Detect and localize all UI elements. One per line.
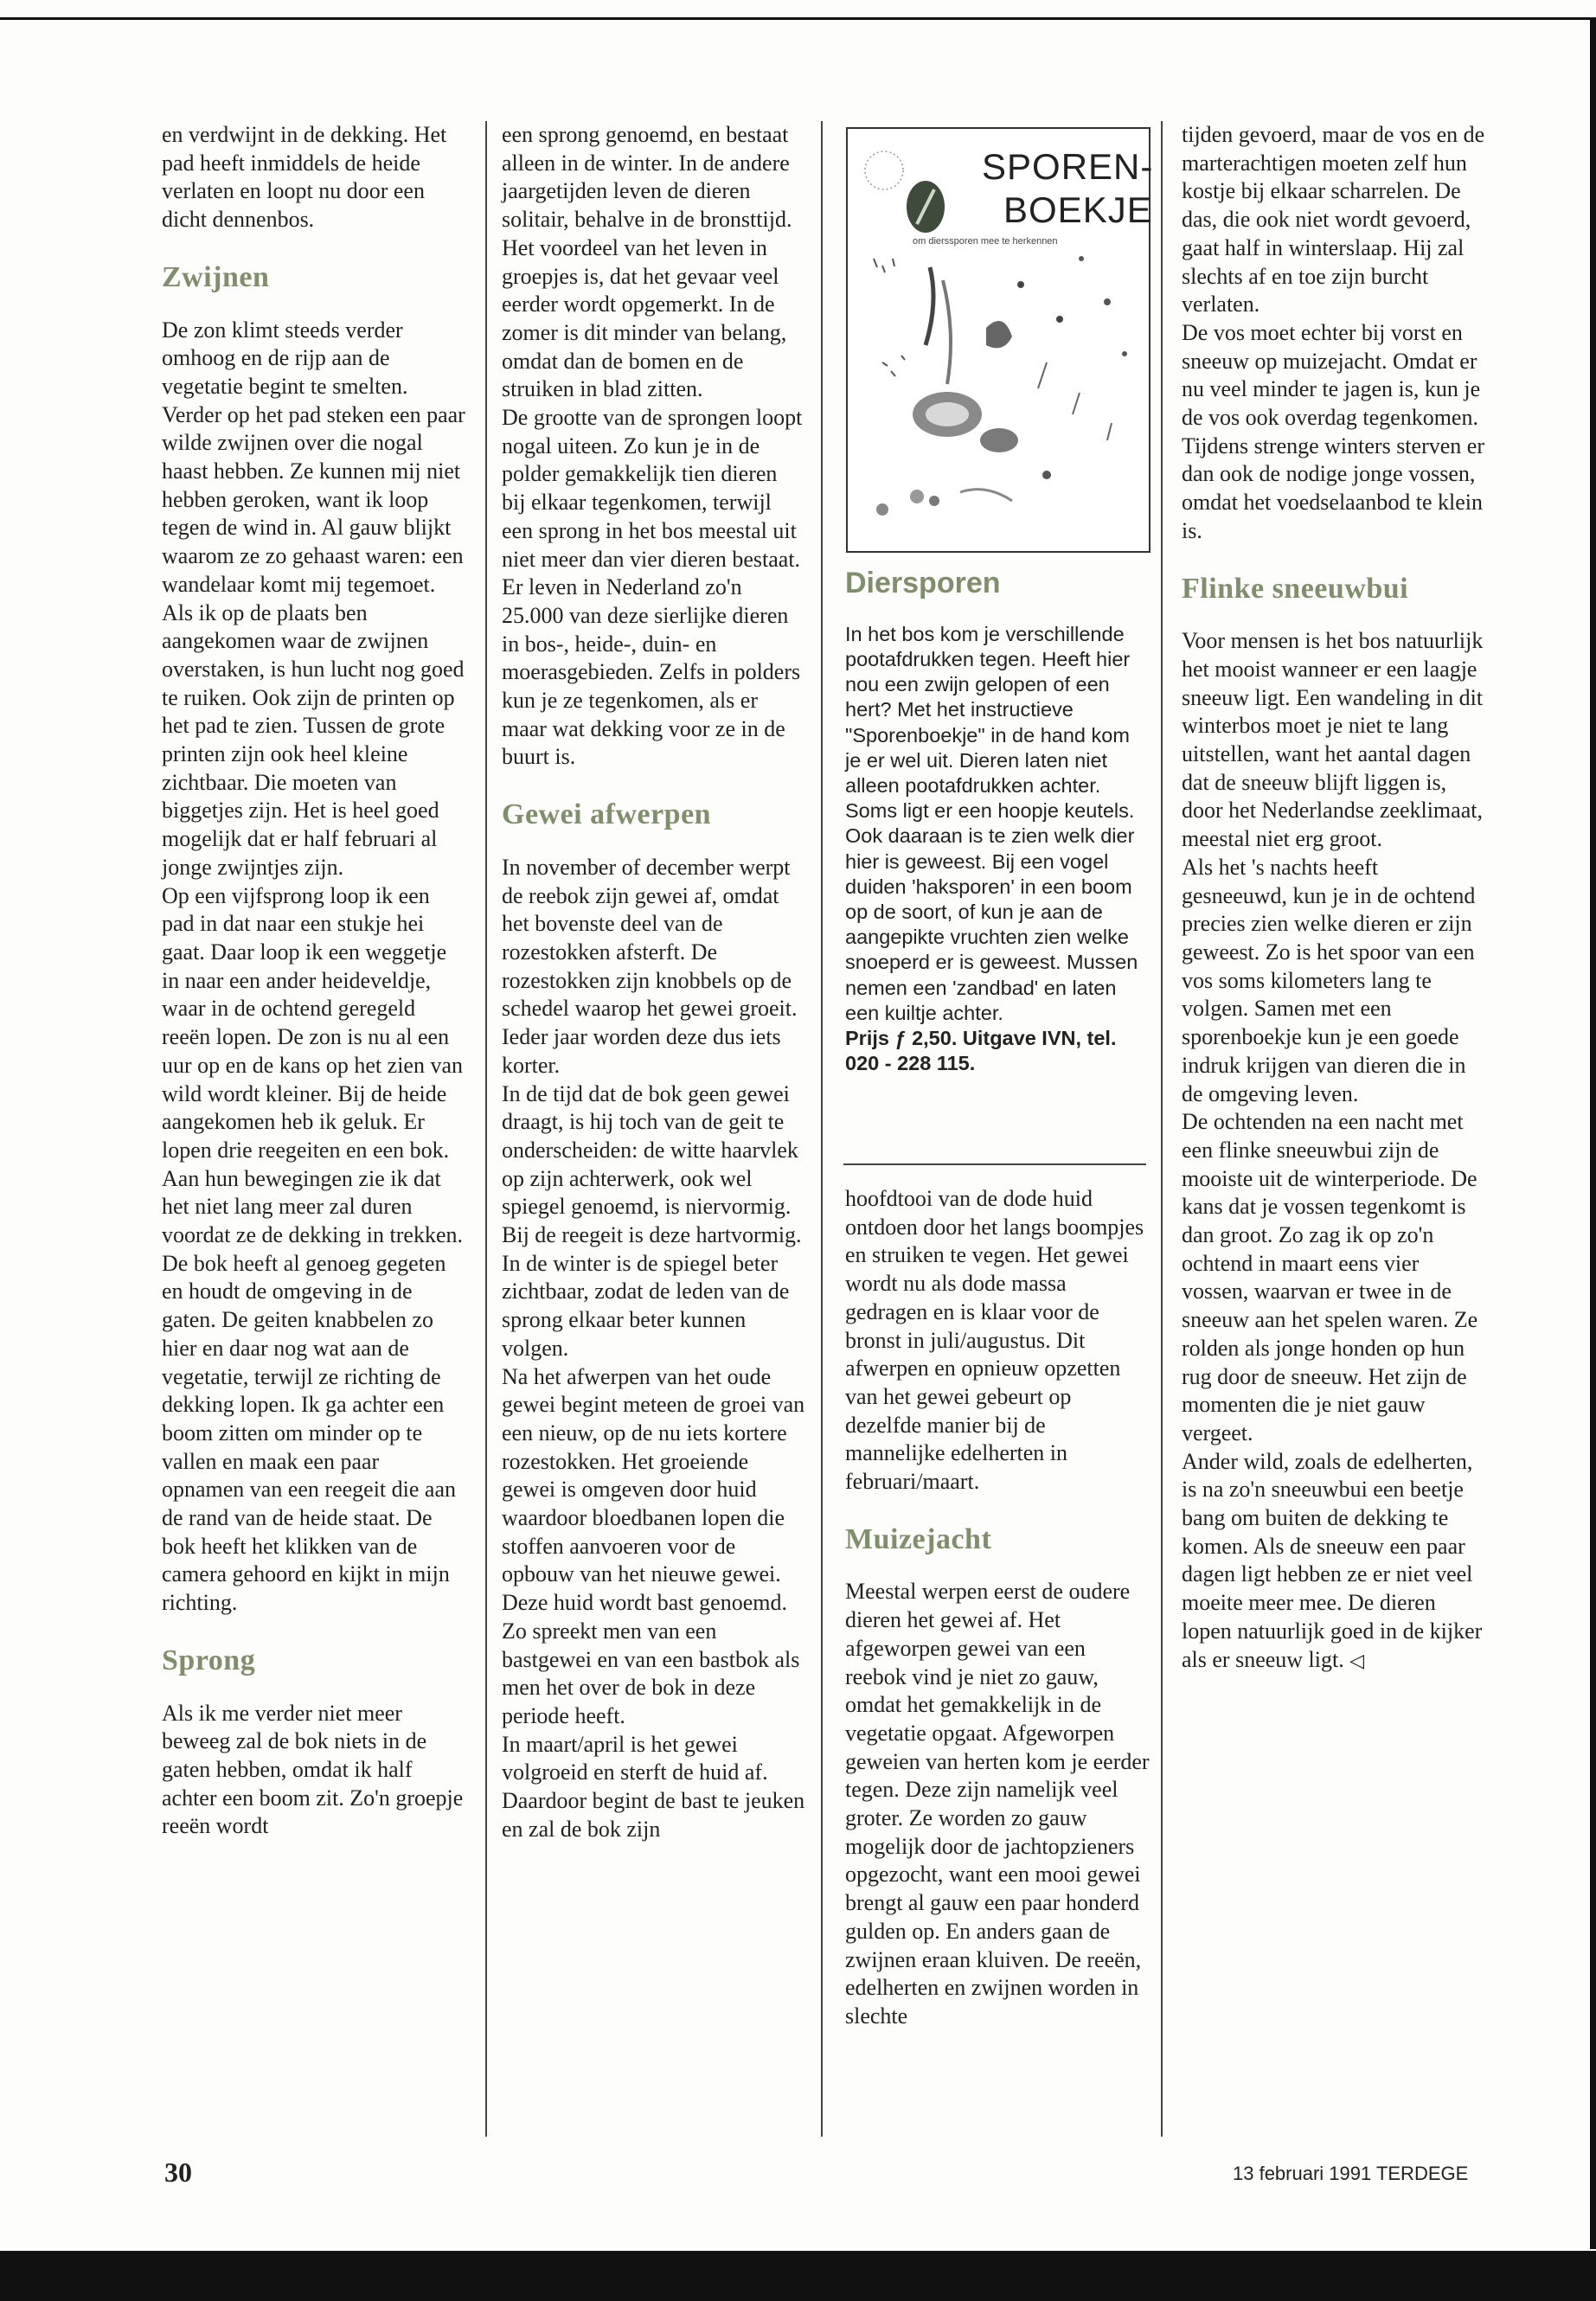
box-divider <box>843 1163 1146 1165</box>
paragraph: De ochtenden na een nacht met een flinke sneeuwbui zijn de mooiste uit de winterperiode. De kans dat je vossen tegenkomt is dan groot. Zo zag ik op zo'n ochtend in maart eens vier vossen, waarvan er twee in de sneeuw aan het spelen waren. Ze rolden als jonge honden op hun rug door de sneeuw. Het zijn de momenten die je niet gauw vergeet. <box>1182 1109 1478 1445</box>
column-rule <box>1161 121 1163 2137</box>
paragraph: Als ik me verder niet meer beweeg zal de bok niets in de gaten hebben, omdat ik half achter een boom zit. Zo'n groepje reeën wordt <box>162 1700 464 1839</box>
paragraph: Na het afwerpen van het oude gewei begint meteen de groei van een nieuw, op de nu iets kortere rozestokken. Het groeiende gewei is omgeven door huid waardoor bloedbanen lopen die stoffen aanvoeren voor de opbouw van het nieuwe gewei. Deze huid wordt bast genoemd. Zo spreekt men van een bastgewei en van een bastbok als men het over de bok in deze periode heeft. <box>502 1363 805 1728</box>
end-mark-icon: ◁ <box>1349 1650 1365 1672</box>
paragraph: In november of december werpt de reebok zijn gewei af, omdat het bovenste deel van de rozestokken afsterft. De rozestokken zijn knobbels op de schedel waarop het gewei groeit. Ieder jaar worden deze dus iets korter. <box>502 854 798 1078</box>
bottom-scan-edge <box>0 2251 1596 2301</box>
paragraph: In de tijd dat de bok geen gewei draagt, is hij toch van de geit te onderscheiden: de witte haarvlek op zijn achterwerk, ook wel spiegel genoemd, is niervormig. Bij de reegeit is deze hartvormig. In de winter is de spiegel beter zichtbaar, zodat de leden van de sprong elkaar beter kunnen volgen. <box>502 1080 802 1361</box>
column-1 <box>162 121 466 1841</box>
paragraph: een sprong genoemd, en bestaat alleen in de winter. In de andere jaargetijden leven de dieren solitair, behalve in de bronsttijd. Het voordeel van het leven in groepjes is, dat het gevaar veel eerder wordt opgemerkt. In de zomer is dit minder van belang, omdat dan de bomen en de struiken in blad zitten. <box>502 122 792 402</box>
right-scan-edge <box>1590 17 1596 2249</box>
paragraph: De vos moet echter bij vorst en sneeuw op muizejacht. Omdat er nu veel minder te jagen is, kun je de vos ook overdag tegenkomen. Tijdens strenge winters sterven er dan ook de nodige jonge vossen, omdat het voedselaanbod te klein is. <box>1182 319 1484 543</box>
cover-subtitle: om dierssporen mee te herkennen <box>913 236 1058 247</box>
column-3 <box>845 1185 1150 2031</box>
paragraph: De grootte van de sprongen loopt nogal uiteen. Zo kun je in de polder gemakkelijk tien dieren bij elkaar tegenkomen, terwijl een sprong in het bos meestal uit niet meer dan vier dieren bestaat. <box>502 405 803 572</box>
paragraph: Er leven in Nederland zo'n 25.000 van deze sierlijke dieren in bos-, heide-, duin- en moerasgebieden. Zelfs in polders kun je ze tegenkomen, als er maar wat dekking voor ze in de buurt is. <box>502 574 801 770</box>
paragraph: Meestal werpen eerst de oudere dieren het gewei af. Het afgeworpen gewei van een reebok vind je niet zo gauw, omdat het gemakkelijk in de vegetatie opgaat. Afgeworpen geweien van herten kom je eerder tegen. Deze zijn namelijk veel groter. Ze worden zo gauw mogelijk door de jachtopzieners opgezocht, want een mooi gewei brengt al gauw een paar honderd gulden op. En anders gaan de zwijnen eraan kluiven. De reeën, edelherten en zwijnen worden in slechte <box>845 1579 1150 2029</box>
paragraph-text: Ander wild, zoals de edelherten, is na zo'n sneeuwbui een beetje bang om buiten de dekking te komen. Als de sneeuw een paar dagen ligt hebben ze er niet veel moeite meer mee. De dieren lopen natuurlijk goed in de kijker als er sneeuw ligt. <box>1182 1448 1483 1672</box>
paragraph: Als het 's nachts heeft gesneeuwd, kun je in de ochtend precies zien welke dieren er zijn geweest. Zo is het spoor van een vos soms kilometers lang te volgen. Samen met een sporenboekje kun je een goede indruk krijgen van dieren die in de omgeving leven. <box>1182 854 1476 1106</box>
paragraph: en verdwijnt in de dekking. Het pad heeft inmiddels de heide verlaten en loopt nu door een dicht dennenbos. <box>162 122 447 233</box>
sidebar-box <box>845 561 1148 1076</box>
top-border <box>0 17 1596 20</box>
section-heading-gewei-afwerpen: Gewei afwerpen <box>502 798 712 831</box>
page-number: 30 <box>164 2157 192 2188</box>
section-heading-flinke-sneeuwbui: Flinke sneeuwbui <box>1182 572 1409 605</box>
section-heading-sprong: Sprong <box>162 1644 256 1676</box>
paragraph: De zon klimt steeds verder omhoog en de rijp aan de vegetatie begint te smelten. Verder op het pad steken een paar wilde zwijnen over die nogal haast hebben. Ze kunnen mij niet hebben geroken, want ik loop tegen de wind in. Al gauw blijkt waarom ze zo gehaast waren: een wandelaar komt mij tegemoet. Als ik op de plaats ben aangekomen waar de zwijnen overstaken, is hun lucht nog goed te ruiken. Ook zijn de printen op het pad te zien. Tussen de grote printen zijn ook heel kleine zichtbaar. Die moeten van biggetjes zijn. Het is heel goed mogelijk dat er half februari al jonge zwijntjes zijn. <box>162 317 465 880</box>
column-4 <box>1182 121 1486 1676</box>
box-heading-diersporen: Diersporen <box>845 567 1001 599</box>
box-text: In het bos kom je verschillende pootafdrukken tegen. Heeft hier nou een zwijn gelopen of een hert? Met het instructieve "Sporenboekje" in de hand kom je er wel uit. Dieren laten niet alleen pootafdrukken achter. Soms ligt er een hoopje keutels. Ook daaraan is te zien welk dier hier is geweest. Bij een vogel duiden 'haksporen' in een boom op de soort, of kun je aan de aangepikte vruchten zien welke snoeperd er is geweest. Mussen nemen een 'zandbad' en laten een kuiltje achter. <box>845 622 1138 1024</box>
paragraph: tijden gevoerd, maar de vos en de marterachtigen moeten zelf hun kostje bij elkaar scharrelen. De das, die ook niet wordt gevoerd, gaat half in winterslaap. Hij zal slechts af en toe zijn burcht verlaten. <box>1182 122 1485 317</box>
cover-title-line-2: BOEKJE <box>1003 189 1152 230</box>
paragraph: In maart/april is het gewei volgroeid en sterft de huid af. Daardoor begint de bast te jeuken en zal de bok zijn <box>502 1731 805 1842</box>
footer-dateline: 13 februari 1991 TERDEGE <box>1233 2163 1469 2184</box>
cover-title-line-1: SPOREN- <box>982 146 1154 187</box>
book-cover-image <box>846 127 1154 553</box>
paragraph: hoofdtooi van de dode huid ontdoen door het langs boompjes en struiken te vegen. Het gewei wordt nu als dode massa gedragen en is klaar voor de bronst in juli/augustus. Dit afwerpen en opnieuw opzetten van het gewei gebeurt op dezelfde manier bij de mannelijke edelherten in februari/maart. <box>845 1186 1144 1495</box>
section-heading-zwijnen: Zwijnen <box>162 260 270 293</box>
column-2 <box>502 121 806 1843</box>
paragraph <box>1182 1448 1486 1676</box>
paragraph: Voor mensen is het bos natuurlijk het mooist wanneer er een laagje sneeuw ligt. Een wandeling in dit winterbos moet je niet te lang uitstellen, want het aantal dagen dat de sneeuw blijft liggen is, door het Nederlandse zeeklimaat, meestal niet erg groot. <box>1182 628 1484 852</box>
paragraph: De bok heeft al genoeg gegeten en houdt de omgeving in de gaten. De geiten knabbelen zo hier en daar nog wat aan de vegetatie, terwijl ze richting de dekking lopen. Ik ga achter een boom zitten om minder op te vallen en maak een paar opnamen van een reegeit die aan de rand van de heide staat. De bok heeft het klikken van de camera gehoord en kijkt in mijn richting. <box>162 1250 456 1616</box>
column-rule <box>821 121 823 2137</box>
box-price: Prijs ƒ 2,50. Uitgave IVN, tel. 020 - 228 115. <box>845 1026 1117 1074</box>
section-heading-muizejacht: Muizejacht <box>845 1522 992 1555</box>
paragraph: Op een vijfsprong loop ik een pad in dat naar een stukje hei gaat. Daar loop ik een weggetje in naar een ander heideveldje, waar in de ochtend geregeld reeën lopen. De zon is nu al een uur op en de kans op het zien van wild wordt kleiner. Bij de heide aangekomen heb ik geluk. Er lopen drie reegeiten en een bok. Aan hun bewegingen zie ik dat het niet lang meer zal duren voordat ze de dekking in trekken. <box>162 882 464 1248</box>
column-rule <box>485 121 487 2137</box>
